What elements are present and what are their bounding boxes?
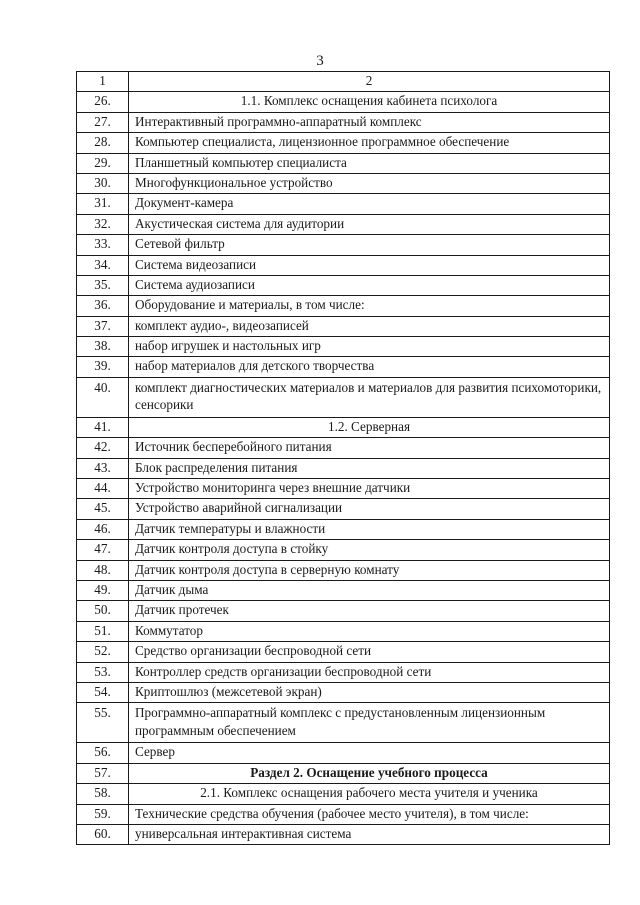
row-name-cell: Сервер bbox=[129, 743, 610, 763]
row-name-cell: Датчик контроля доступа в стойку bbox=[129, 540, 610, 560]
row-number-cell: 40. bbox=[77, 377, 129, 417]
row-name-cell: Оборудование и материалы, в том числе: bbox=[129, 296, 610, 316]
row-number-cell: 35. bbox=[77, 275, 129, 295]
row-number-cell: 32. bbox=[77, 214, 129, 234]
row-name-cell: Средство организации беспроводной сети bbox=[129, 642, 610, 662]
row-number-cell: 37. bbox=[77, 316, 129, 336]
row-number-cell: 43. bbox=[77, 458, 129, 478]
row-number-cell: 59. bbox=[77, 804, 129, 824]
table-row bbox=[77, 316, 610, 336]
row-name-cell: Датчик контроля доступа в серверную комнату bbox=[129, 560, 610, 580]
row-number-cell: 57. bbox=[77, 763, 129, 783]
table-row bbox=[77, 662, 610, 682]
table-row bbox=[77, 194, 610, 214]
row-number-cell: 46. bbox=[77, 519, 129, 539]
row-name-cell: 2.1. Комплекс оснащения рабочего места учителя и ученика bbox=[129, 784, 610, 804]
row-number-cell: 58. bbox=[77, 784, 129, 804]
table-row bbox=[77, 214, 610, 234]
row-number-cell: 44. bbox=[77, 479, 129, 499]
row-number-cell: 60. bbox=[77, 824, 129, 844]
row-number-cell: 41. bbox=[77, 417, 129, 437]
row-name-cell: Программно-аппаратный комплекс с предустановленным лицензионным программным обеспечением bbox=[129, 703, 610, 743]
table-row bbox=[77, 784, 610, 804]
row-name-cell: Устройство аварийной сигнализации bbox=[129, 499, 610, 519]
row-number-cell: 53. bbox=[77, 662, 129, 682]
row-name-cell: Блок распределения питания bbox=[129, 458, 610, 478]
row-name-cell: Контроллер средств организации беспроводной сети bbox=[129, 662, 610, 682]
table-row bbox=[77, 743, 610, 763]
row-number-cell: 42. bbox=[77, 438, 129, 458]
row-number-cell: 54. bbox=[77, 682, 129, 702]
table-row bbox=[77, 499, 610, 519]
table-row bbox=[77, 377, 610, 417]
row-number-cell: 29. bbox=[77, 153, 129, 173]
row-name-cell: 1.2. Серверная bbox=[129, 417, 610, 437]
row-name-cell: Источник бесперебойного питания bbox=[129, 438, 610, 458]
row-name-cell: Акустическая система для аудитории bbox=[129, 214, 610, 234]
row-number-cell: 36. bbox=[77, 296, 129, 316]
table-row bbox=[77, 357, 610, 377]
row-number-cell: 56. bbox=[77, 743, 129, 763]
table-row bbox=[77, 824, 610, 844]
table-header-row bbox=[77, 72, 610, 92]
row-name-cell: Технические средства обучения (рабочее место учителя), в том числе: bbox=[129, 804, 610, 824]
table-row bbox=[77, 580, 610, 600]
row-number-cell: 31. bbox=[77, 194, 129, 214]
table-row bbox=[77, 92, 610, 112]
table-row bbox=[77, 682, 610, 702]
row-name-cell: Система аудиозаписи bbox=[129, 275, 610, 295]
row-number-cell: 47. bbox=[77, 540, 129, 560]
table-row bbox=[77, 560, 610, 580]
table-row bbox=[77, 153, 610, 173]
row-name-cell: Коммутатор bbox=[129, 621, 610, 641]
table-row bbox=[77, 458, 610, 478]
table-row bbox=[77, 540, 610, 560]
table-row bbox=[77, 621, 610, 641]
row-name-cell: Сетевой фильтр bbox=[129, 235, 610, 255]
row-name-cell: комплект аудио-, видеозаписей bbox=[129, 316, 610, 336]
row-name-cell: Многофункциональное устройство bbox=[129, 173, 610, 193]
table-row bbox=[77, 417, 610, 437]
row-number-cell: 39. bbox=[77, 357, 129, 377]
row-name-cell: Датчик дыма bbox=[129, 580, 610, 600]
row-name-cell: Планшетный компьютер специалиста bbox=[129, 153, 610, 173]
row-number-cell: 52. bbox=[77, 642, 129, 662]
table-row bbox=[77, 275, 610, 295]
row-name-cell: Датчик температуры и влажности bbox=[129, 519, 610, 539]
equipment-table bbox=[76, 71, 610, 845]
row-name-cell: Интерактивный программно-аппаратный комплекс bbox=[129, 112, 610, 132]
table-row bbox=[77, 601, 610, 621]
row-number-cell: 28. bbox=[77, 133, 129, 153]
table-row bbox=[77, 519, 610, 539]
page-number: 3 bbox=[316, 53, 324, 69]
row-number-cell: 34. bbox=[77, 255, 129, 275]
table-row bbox=[77, 133, 610, 153]
row-number-cell: 26. bbox=[77, 92, 129, 112]
row-number-cell: 33. bbox=[77, 235, 129, 255]
row-number-cell: 48. bbox=[77, 560, 129, 580]
row-name-cell: комплект диагностических материалов и материалов для развития психомоторики, сенсорики bbox=[129, 377, 610, 417]
row-number-cell: 38. bbox=[77, 337, 129, 357]
header-cell-number: 1 bbox=[77, 72, 129, 92]
table-row bbox=[77, 763, 610, 783]
row-number-cell: 51. bbox=[77, 621, 129, 641]
row-name-cell: Документ-камера bbox=[129, 194, 610, 214]
row-name-cell: Компьютер специалиста, лицензионное программное обеспечение bbox=[129, 133, 610, 153]
row-number-cell: 45. bbox=[77, 499, 129, 519]
row-name-cell: Раздел 2. Оснащение учебного процесса bbox=[129, 763, 610, 783]
row-number-cell: 50. bbox=[77, 601, 129, 621]
row-number-cell: 30. bbox=[77, 173, 129, 193]
header-cell-name: 2 bbox=[129, 72, 610, 92]
table-row bbox=[77, 296, 610, 316]
row-number-cell: 55. bbox=[77, 703, 129, 743]
table-row bbox=[77, 703, 610, 743]
row-name-cell: Устройство мониторинга через внешние датчики bbox=[129, 479, 610, 499]
row-name-cell: 1.1. Комплекс оснащения кабинета психолога bbox=[129, 92, 610, 112]
table-row bbox=[77, 255, 610, 275]
row-name-cell: универсальная интерактивная система bbox=[129, 824, 610, 844]
table-row bbox=[77, 173, 610, 193]
row-number-cell: 27. bbox=[77, 112, 129, 132]
table-row bbox=[77, 112, 610, 132]
table-row bbox=[77, 804, 610, 824]
row-name-cell: Датчик протечек bbox=[129, 601, 610, 621]
row-name-cell: набор материалов для детского творчества bbox=[129, 357, 610, 377]
table-row bbox=[77, 642, 610, 662]
row-name-cell: Криптошлюз (межсетевой экран) bbox=[129, 682, 610, 702]
row-name-cell: Система видеозаписи bbox=[129, 255, 610, 275]
table-row bbox=[77, 337, 610, 357]
equipment-table-body bbox=[77, 72, 610, 845]
table-row bbox=[77, 479, 610, 499]
table-row bbox=[77, 235, 610, 255]
table-row bbox=[77, 438, 610, 458]
row-name-cell: набор игрушек и настольных игр bbox=[129, 337, 610, 357]
row-number-cell: 49. bbox=[77, 580, 129, 600]
